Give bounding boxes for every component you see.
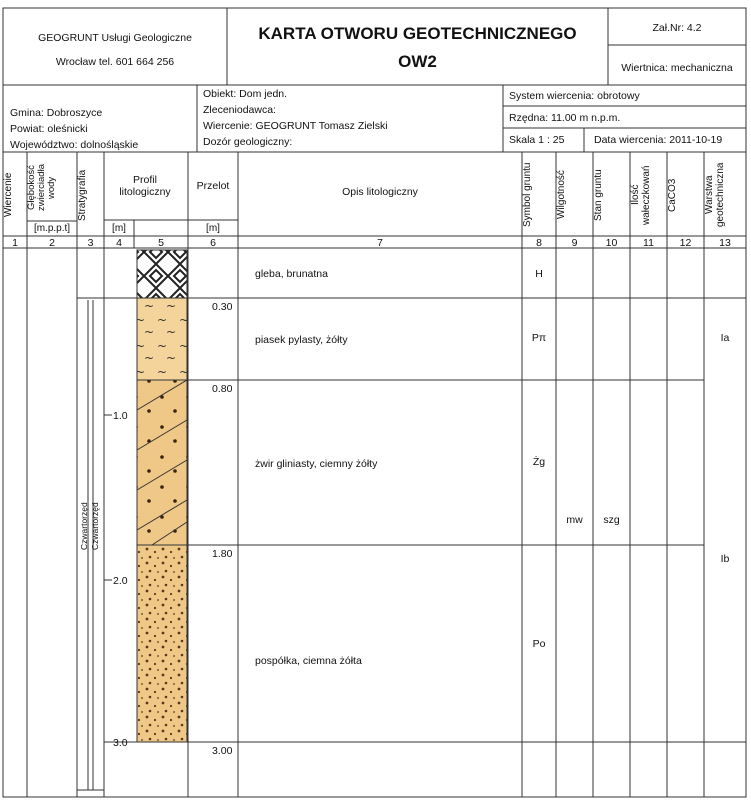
powiat: Powiat: oleśnicki [10,123,88,135]
header-wiercenie: Wiercenie [3,172,14,218]
header-profil: Profil litologiczny [119,174,171,198]
header-caco3: CaCO3 [667,178,678,212]
header-stan: Stan gruntu [593,169,604,221]
layer-bottom: 0.30 [212,301,233,313]
drilling-date: Data wiercenia: 2011-10-19 [594,134,723,146]
header-m: [m] [112,223,126,234]
col-number: 11 [643,237,654,249]
layer-description: żwir gliniasty, ciemny żółty [255,458,378,470]
state-value: szg [603,514,620,526]
layer-description: pospółka, ciemna żółta [255,655,362,667]
col-number: 10 [605,237,618,249]
borehole-id: OW2 [398,52,437,71]
company-name: GEOGRUNT Usługi Geologiczne [38,32,192,44]
drilling-company: Wiercenie: GEOGRUNT Tomasz Zielski [203,120,388,132]
header-mppt: [m.p.p.t] [33,223,71,234]
depth-tick: 3.0 [113,737,128,749]
depth-tick: 1.0 [113,410,128,422]
wojewodztwo: Województwo: dolnośląskie [10,139,139,151]
drilling-system: System wiercenia: obrotowy [509,90,640,102]
soil-symbol: Żg [532,456,546,468]
col-number: 12 [679,237,692,249]
client: Zleceniodawca: [203,104,276,116]
annex-number: Zał.Nr: 4.2 [652,22,702,34]
header-ilosc: Ilość wałeczkowań [630,165,652,225]
geo-layer: Ib [720,553,730,565]
header-wilgotnosc: Wilgotność [556,170,567,220]
col-number: 5 [158,237,164,249]
stratigraphy-label: Czwartorzęd [90,502,100,550]
col-number: 1 [12,237,18,249]
scale: Skala 1 : 25 [509,134,565,146]
depth-tick: 2.0 [113,575,128,587]
stratigraphy-label: Czwartorzęd [79,502,89,550]
header-opis: Opis litologiczny [342,186,418,198]
col-number: 4 [116,237,122,249]
soil-symbol: Po [532,638,546,650]
header-glebokosc: Głębokość zwierciadła wody [26,164,57,211]
geo-layer: Ia [720,332,730,344]
header-symbol: Symbol gruntu [522,162,533,228]
col-number: 13 [719,237,731,249]
col-number: 2 [49,237,55,249]
company-phone: Wrocław tel. 601 664 256 [55,56,175,68]
layer-bottom: 0.80 [212,383,233,395]
header-przelot: Przelot [196,180,230,192]
col-number: 7 [377,237,383,249]
header-warstwa: Warstwa geotechniczna [704,162,726,228]
layer-bottom: 1.80 [212,548,233,560]
soil-symbol: Pπ [531,332,547,344]
layer-description: piasek pylasty, żółty [255,334,348,346]
layer-description: gleba, brunatna [255,268,328,280]
elevation: Rzędna: 11.00 m n.p.m. [509,112,621,124]
page-title: KARTA OTWORU GEOTECHNICZNEGO [258,24,577,43]
moisture-value: mw [566,514,583,526]
gmina: Gmina: Dobroszyce [10,107,103,119]
col-number: 3 [87,237,94,249]
col-number: 8 [536,237,542,249]
header-m2: [m] [206,223,220,234]
object: Obiekt: Dom jedn. [203,88,288,100]
supervision: Dozór geologiczny: [203,136,293,148]
header-stratygrafia: Stratygrafia [77,169,88,221]
rig-type: Wiertnica: mechaniczna [621,62,733,74]
layer-bottom: 3.00 [212,745,233,757]
col-number: 6 [210,237,216,249]
col-number: 9 [571,237,578,249]
soil-symbol: H [535,268,543,280]
